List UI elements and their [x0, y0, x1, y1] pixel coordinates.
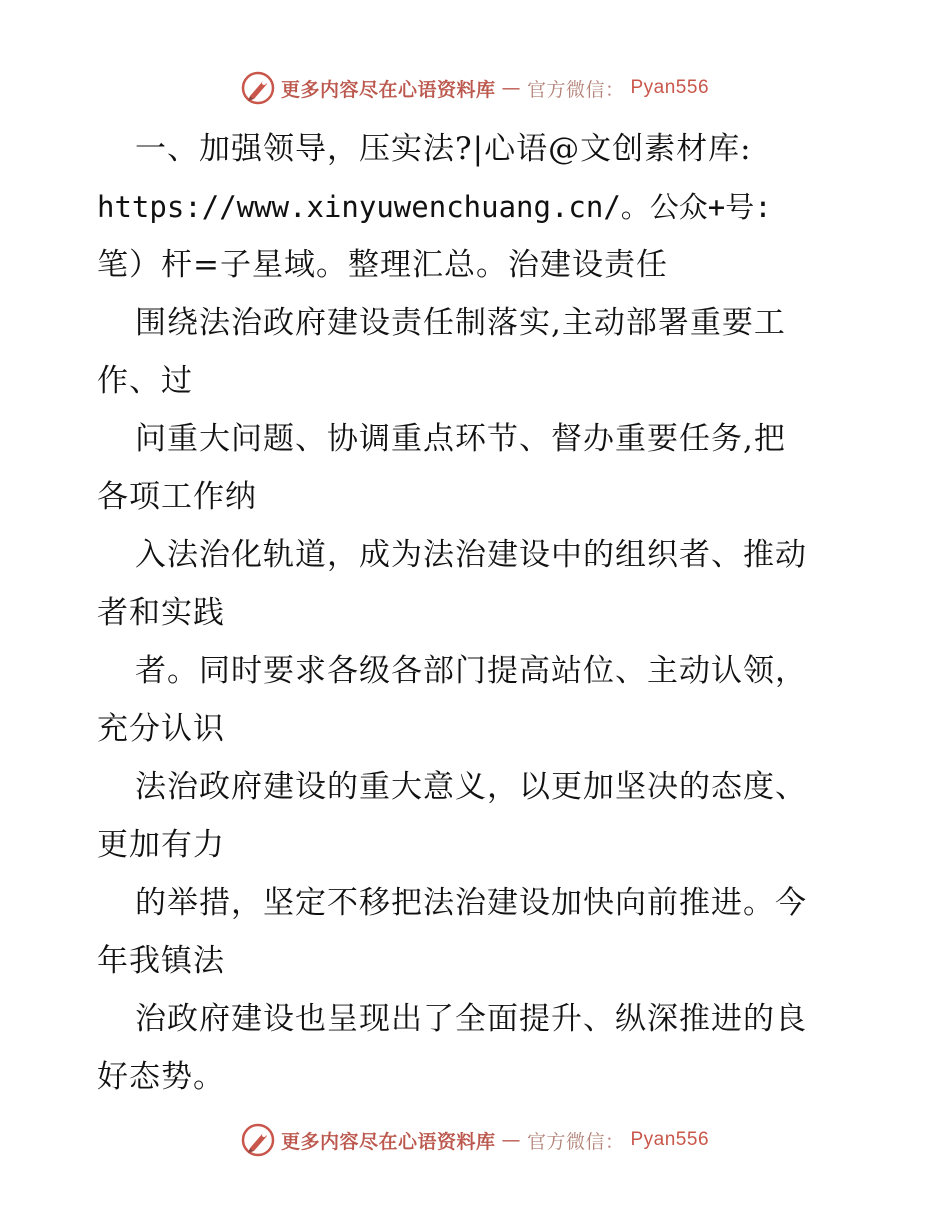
- text-line: 法治政府建设的重大意义，以更加坚决的态度、: [135, 769, 807, 805]
- text-line: 充分认识: [97, 711, 225, 747]
- watermark-wechat-label: 官方微信：: [526, 1130, 625, 1153]
- watermark-main-text: 更多内容尽在心语资料库: [280, 78, 496, 101]
- text-line: 入法治化轨道，成为法治建设中的组织者、推动: [135, 537, 807, 573]
- watermark-separator: —: [501, 77, 521, 99]
- header-watermark: [0, 68, 950, 108]
- text-line: 者和实践: [97, 595, 225, 631]
- text-line: 各项工作纳: [97, 479, 257, 515]
- watermark-wechat-id: Pyan556: [630, 77, 710, 98]
- text-line: 围绕法治政府建设责任制落实,主动部署重要工: [135, 305, 786, 341]
- text-line: https://www.xinyuwenchuang.cn/。公众+号:: [97, 190, 772, 224]
- footer-watermark: [0, 1120, 950, 1160]
- pen-logo-icon: [241, 1123, 275, 1157]
- watermark-wechat-id: Pyan556: [630, 1129, 710, 1150]
- text-line: 好态势。: [97, 1059, 225, 1095]
- watermark-wechat-label: 官方微信：: [526, 78, 625, 101]
- text-line: 笔）杆=子星域。整理汇总。治建设责任: [97, 247, 668, 283]
- watermark-main-text: 更多内容尽在心语资料库: [280, 1130, 496, 1153]
- pen-logo-icon: [241, 71, 275, 105]
- text-line: 者。同时要求各级各部门提高站位、主动认领，: [135, 653, 807, 689]
- text-line: 一、加强领导，压实法?|心语@文创素材库:: [135, 131, 752, 167]
- text-line: 更加有力: [97, 827, 225, 863]
- text-line: 治政府建设也呈现出了全面提升、纵深推进的良: [135, 1001, 807, 1037]
- text-line: 作、过: [97, 363, 193, 399]
- text-line: 的举措，坚定不移把法治建设加快向前推进。今: [135, 885, 807, 921]
- watermark-separator: —: [501, 1129, 521, 1151]
- text-line: 问重大问题、协调重点环节、督办重要任务,把: [135, 421, 786, 457]
- text-line: 年我镇法: [97, 943, 225, 979]
